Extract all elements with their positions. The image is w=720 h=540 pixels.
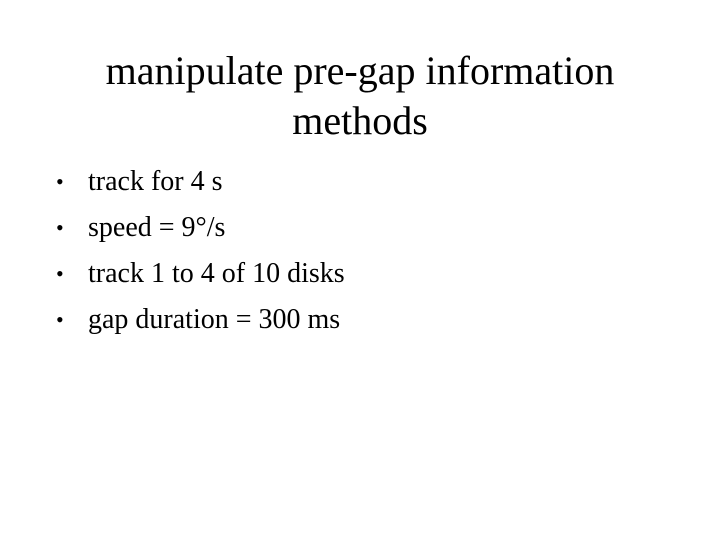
bullet-text: gap duration = 300 ms [88,304,341,335]
slide-title [40,46,680,146]
bullet-icon: • [56,215,64,240]
bullet-icon: • [56,261,64,286]
bullet-text: track for 4 s [88,166,223,197]
bullet-icon: • [56,307,64,332]
bullet-text: speed = 9°/s [88,212,226,243]
bullet-icon: • [56,169,64,194]
slide-title-line-1: manipulate pre-gap information [105,48,615,93]
slide-title-line-2: methods [292,98,428,143]
bullet-text: track 1 to 4 of 10 disks [88,258,345,289]
